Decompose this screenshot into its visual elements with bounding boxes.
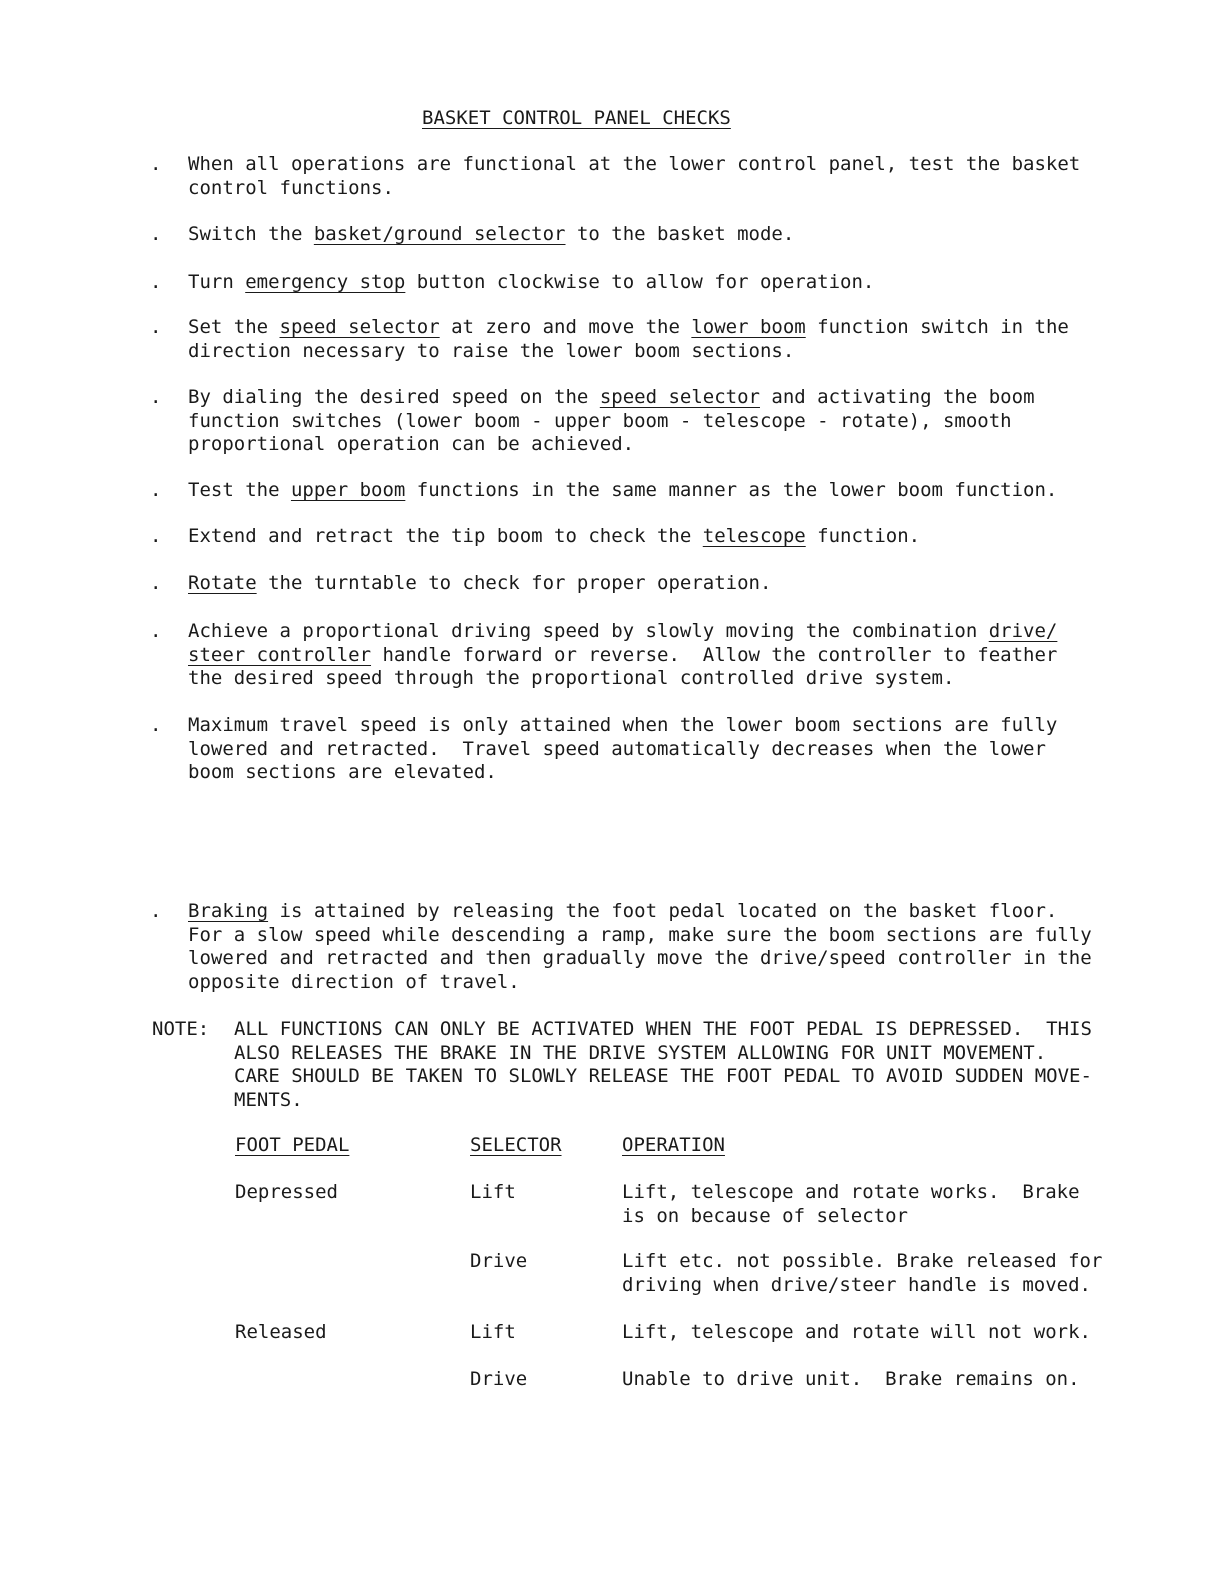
text-segment: function. [805, 525, 921, 547]
bullet-marker: . [150, 572, 162, 594]
bullet-marker: . [150, 223, 162, 245]
text-segment: is attained by releasing the foot pedal located on the basket floor. [268, 900, 1058, 922]
text-line [188, 271, 1118, 295]
text-segment: When all operations are functional at the lower control panel, test the basket [188, 153, 1081, 175]
text-line [188, 410, 1118, 434]
text-line [188, 386, 1118, 410]
note-label: NOTE: [152, 1018, 210, 1040]
text-segment: lowered and retracted. Travel speed automatically decreases when the lower [188, 737, 1046, 760]
header-foot-pedal: FOOT PEDAL [235, 1134, 350, 1156]
text-line [188, 223, 1118, 247]
underlined-term: Rotate [188, 572, 257, 594]
text-line [188, 316, 1118, 340]
text-segment: function switch in the [805, 316, 1069, 338]
underlined-term: steer controller [188, 643, 372, 666]
text-segment: control functions. [188, 176, 394, 199]
underlined-term: drive/ [988, 620, 1058, 642]
cell-selector: Drive [470, 1368, 528, 1390]
underlined-term: telescope [702, 525, 806, 547]
underlined-term: upper boom [290, 479, 406, 501]
cell-operation: Lift, telescope and rotate will not work. [622, 1321, 1091, 1343]
bullet-marker: . [150, 271, 162, 293]
checklist-item-text [188, 316, 1118, 363]
text-segment: Turn [188, 271, 246, 293]
checklist-item-text [188, 479, 1118, 503]
text-segment: By dialing the desired speed on the [188, 386, 600, 408]
text-line [188, 714, 1118, 738]
checklist-item-text [188, 620, 1118, 691]
text-line [188, 644, 1118, 668]
text-segment: function switches (lower boom - upper boom - telescope - rotate), smooth [188, 409, 1012, 432]
text-line [188, 340, 1118, 364]
text-line [188, 620, 1118, 644]
header-operation: OPERATION [622, 1134, 725, 1156]
bullet-marker: . [150, 900, 162, 922]
bullet-marker: . [150, 316, 162, 338]
checklist-item-text [188, 525, 1118, 549]
checklist-item-text [188, 900, 1118, 994]
text-segment: functions in the same manner as the lower boom function. [405, 479, 1058, 501]
text-segment: handle forward or reverse. Allow the controller to feather [371, 643, 1058, 666]
text-segment: to the basket mode. [565, 223, 795, 245]
text-line [188, 153, 1118, 177]
underlined-term: speed selector [599, 386, 760, 408]
cell-operation: Lift etc. not possible. Brake released for [622, 1250, 1103, 1272]
text-segment: For a slow speed while descending a ramp, make sure the boom sections are fully [188, 923, 1092, 946]
note-line: CARE SHOULD BE TAKEN TO SLOWLY RELEASE THE FOOT PEDAL TO AVOID SUDDEN MOVE- [234, 1065, 1092, 1087]
checklist-item-text [188, 153, 1118, 200]
text-line [188, 572, 1118, 596]
bullet-marker: . [150, 525, 162, 547]
text-segment: Set the [188, 316, 280, 338]
text-segment: Switch the [188, 223, 314, 245]
cell-selector: Drive [470, 1250, 528, 1272]
text-line [188, 947, 1118, 971]
note-line: ALL FUNCTIONS CAN ONLY BE ACTIVATED WHEN THE FOOT PEDAL IS DEPRESSED. THIS [234, 1018, 1092, 1040]
underlined-term: speed selector [279, 316, 440, 338]
cell-operation: is on because of selector [622, 1204, 908, 1227]
text-segment: Test the [188, 479, 291, 501]
text-segment: direction necessary to raise the lower boom sections. [188, 339, 795, 362]
bullet-marker: . [150, 386, 162, 408]
cell-operation: Unable to drive unit. Brake remains on. [622, 1368, 1080, 1390]
bullet-marker: . [150, 620, 162, 642]
note-line: ALSO RELEASES THE BRAKE IN THE DRIVE SYSTEM ALLOWING FOR UNIT MOVEMENT. [234, 1041, 1047, 1064]
text-line [188, 479, 1118, 503]
underlined-term: Braking [188, 900, 269, 922]
underlined-term: lower boom [691, 316, 806, 338]
text-segment: boom sections are elevated. [188, 761, 497, 783]
text-line [188, 525, 1118, 549]
checklist-item-text [188, 223, 1118, 247]
checklist-item-text [188, 714, 1118, 785]
bullet-marker: . [150, 153, 162, 175]
checklist-item-text [188, 572, 1118, 596]
text-segment: opposite direction of travel. [188, 970, 520, 993]
text-segment: Maximum travel speed is only attained when the lower boom sections are fully [188, 714, 1058, 736]
text-segment: and activating the boom [759, 386, 1035, 408]
text-segment: at zero and move the [439, 316, 692, 338]
text-segment: the desired speed through the proportional controlled drive system. [188, 667, 955, 689]
note-text [234, 1018, 1124, 1112]
underlined-term: emergency stop [245, 271, 406, 293]
text-segment: lowered and retracted and then gradually move the drive/speed controller in the [188, 947, 1092, 969]
text-line [188, 924, 1118, 948]
text-segment: Extend and retract the tip boom to check the [188, 525, 703, 547]
cell-selector: Lift [470, 1181, 516, 1203]
cell-selector: Lift [470, 1321, 516, 1343]
text-line [188, 900, 1118, 924]
text-segment: the turntable to check for proper operation. [256, 572, 772, 594]
text-segment: Achieve a proportional driving speed by slowly moving the combination [188, 620, 989, 642]
header-selector: SELECTOR [470, 1134, 562, 1156]
underlined-term: basket/ground selector [313, 223, 566, 245]
text-line [188, 433, 1118, 457]
text-line [188, 971, 1118, 995]
bullet-marker: . [150, 714, 162, 736]
cell-foot-pedal: Depressed [235, 1181, 338, 1203]
text-segment: button clockwise to allow for operation. [405, 271, 875, 293]
text-line [188, 761, 1118, 785]
cell-operation: driving when drive/steer handle is moved. [622, 1273, 1091, 1296]
note-line: MENTS. [234, 1088, 303, 1111]
bullet-marker: . [150, 479, 162, 501]
page-title: BASKET CONTROL PANEL CHECKS [422, 107, 731, 129]
checklist-item-text [188, 271, 1118, 295]
checklist-item-text [188, 386, 1118, 457]
cell-foot-pedal: Released [235, 1321, 327, 1343]
text-line [188, 177, 1118, 201]
text-segment: proportional operation can be achieved. [188, 433, 635, 455]
text-line [188, 667, 1118, 691]
cell-operation: Lift, telescope and rotate works. Brake [622, 1181, 1080, 1203]
text-line [188, 738, 1118, 762]
